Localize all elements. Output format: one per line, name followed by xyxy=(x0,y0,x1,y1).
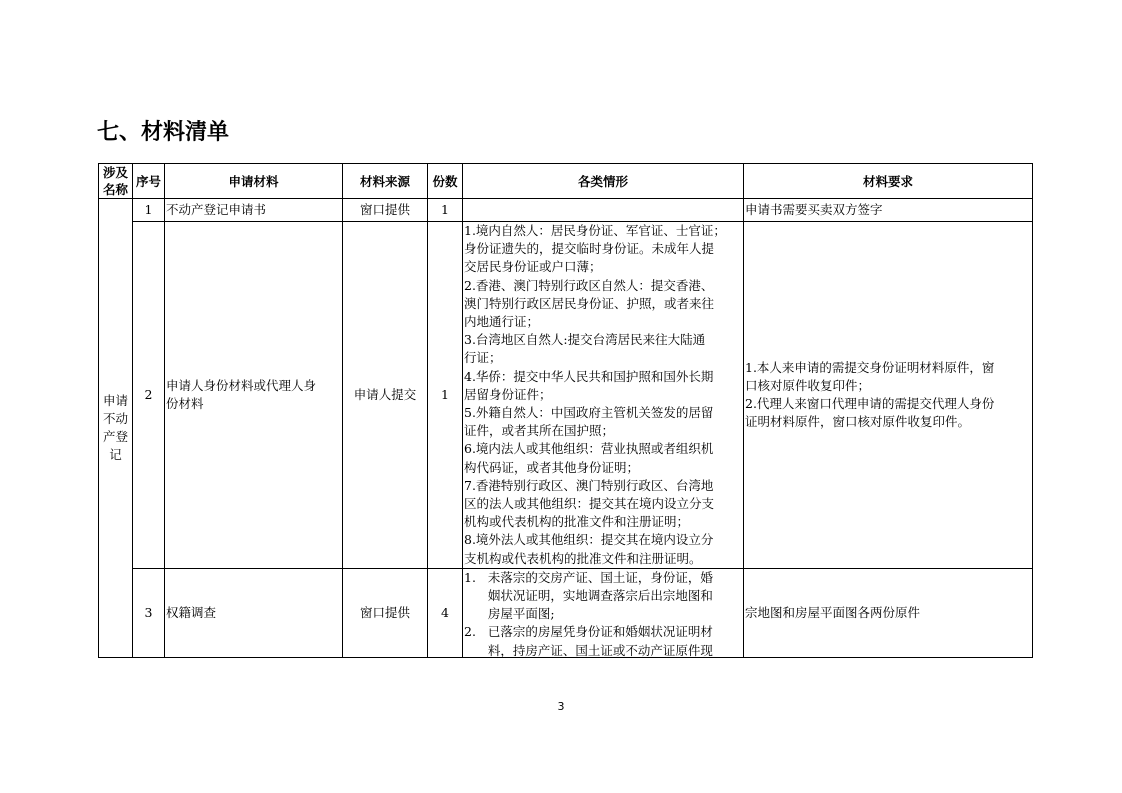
material-line: 申请人身份材料或代理人身 xyxy=(166,377,317,393)
situation-line: 内地通行证； xyxy=(464,314,540,330)
situation-line: 交居民身份证或户口薄； xyxy=(464,259,602,275)
situation-line: 8.境外法人或其他组织：提交其在境内设立分 xyxy=(464,532,714,548)
situation-clip xyxy=(464,569,742,657)
table-row xyxy=(99,199,1033,222)
row-copies: 1 xyxy=(428,222,463,569)
situation-line: 4.华侨：提交中华人民共和国护照和国外长期 xyxy=(464,368,714,384)
row-situations xyxy=(463,199,744,222)
situation-line: 证件，或者其所在国护照； xyxy=(464,423,615,439)
material-line: 份材料 xyxy=(166,395,204,411)
row-index: 2 xyxy=(133,222,165,569)
situation-line: 行证； xyxy=(464,350,502,366)
situation-line: 机构或代表机构的批准文件和注册证明； xyxy=(464,514,690,530)
table-row xyxy=(99,568,1033,657)
situation-line: 1.境内自然人：居民身份证、军官证、士官证； xyxy=(464,223,726,238)
category-line: 产登 xyxy=(102,428,128,444)
row-material: 权籍调查 xyxy=(165,568,343,657)
row-source: 申请人提交 xyxy=(343,222,428,569)
row-copies: 4 xyxy=(428,568,463,657)
row-material: 不动产登记申请书 xyxy=(165,199,343,222)
situation-line: 5.外籍自然人：中国政府主管机关签发的居留 xyxy=(464,405,714,421)
row-material xyxy=(165,222,343,569)
situation-line: 2. 已落宗的房屋凭身份证和婚姻状况证明材 xyxy=(464,624,713,640)
situation-line: 区的法人或其他组织：提交其在境内设立分支 xyxy=(464,496,715,512)
situation-line: 构代码证，或者其他身份证明； xyxy=(464,459,640,475)
requirement-line: 2.代理人来窗口代理申请的需提交代理人身份 xyxy=(745,395,995,411)
row-copies: 1 xyxy=(428,199,463,222)
situation-line: 2.香港、澳门特别行政区自然人：提交香港、 xyxy=(464,277,714,293)
row-requirements xyxy=(744,222,1033,569)
category-line: 不动 xyxy=(102,410,128,426)
requirement-line: 申请书需要买卖双方签字 xyxy=(745,201,883,217)
category-cell xyxy=(99,199,133,658)
situation-line: 6.境内法人或其他组织：营业执照或者组织机 xyxy=(464,441,714,457)
situation-line: 姻状况证明，实地调查落宗后出宗地图和 xyxy=(464,588,713,604)
situation-line: 身份证遗失的，提交临时身份证。未成年人提 xyxy=(464,241,715,257)
materials-table xyxy=(98,163,1033,658)
requirement-line: 证明材料原件，窗口核对原件收复印件。 xyxy=(745,414,971,430)
row-source: 窗口提供 xyxy=(343,199,428,222)
row-index: 3 xyxy=(133,568,165,657)
situation-line: 支机构或代表机构的批准文件和注册证明。 xyxy=(464,550,702,566)
situation-line: 3.台湾地区自然人:提交台湾居民来往大陆通 xyxy=(464,332,706,348)
section-title: 七、材料清单 xyxy=(97,120,230,145)
situation-line: 7.香港特别行政区、澳门特别行政区、台湾地 xyxy=(464,477,714,493)
requirement-line: 宗地图和房屋平面图各两份原件 xyxy=(745,604,921,620)
situation-line: 房屋平面图; xyxy=(464,606,555,622)
page-number: 3 xyxy=(557,700,565,713)
situation-line: 料，持房产证、国土证或不动产证原件现 xyxy=(464,642,713,657)
category-line: 申请 xyxy=(102,392,128,408)
situation-line: 澳门特别行政区居民身份证、护照，或者来往 xyxy=(464,295,715,311)
requirement-line: 1.本人来申请的需提交身份证明材料原件，窗 xyxy=(745,359,995,375)
header-situations: 各类情形 xyxy=(463,164,744,199)
header-index: 序号 xyxy=(133,164,165,199)
row-requirements xyxy=(744,568,1033,657)
requirement-line: 口核对原件收复印件； xyxy=(745,377,871,393)
row-situations xyxy=(463,222,744,569)
header-category-line-1: 涉及 xyxy=(102,165,128,180)
row-source: 窗口提供 xyxy=(343,568,428,657)
table-row xyxy=(99,222,1033,569)
header-material: 申请材料 xyxy=(165,164,343,199)
situation-line: 居留身份证件； xyxy=(464,386,552,402)
situation-line: 1. 未落宗的交房产证、国土证，身份证，婚 xyxy=(464,569,713,585)
header-category xyxy=(99,164,133,199)
row-situations xyxy=(463,568,744,657)
row-index: 1 xyxy=(133,199,165,222)
header-source: 材料来源 xyxy=(343,164,428,199)
header-category-line-2: 名称 xyxy=(102,182,128,197)
table-header-row xyxy=(99,164,1033,199)
header-requirements: 材料要求 xyxy=(744,164,1033,199)
row-requirements xyxy=(744,199,1033,222)
header-copies: 份数 xyxy=(428,164,463,199)
category-line: 记 xyxy=(109,446,122,462)
